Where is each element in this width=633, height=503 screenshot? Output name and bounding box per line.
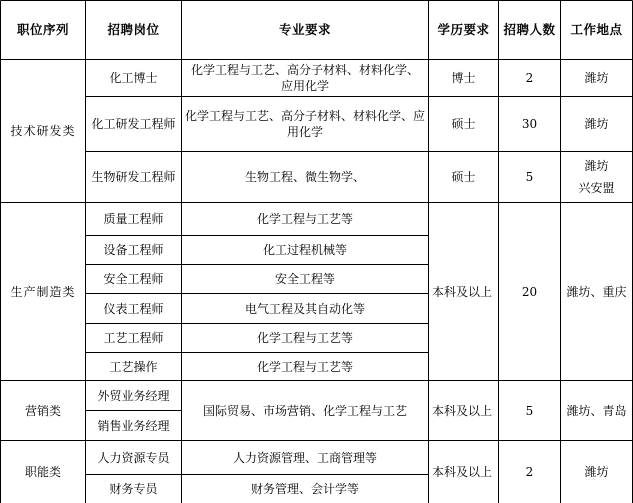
position-cell: 化工博士	[109, 71, 158, 85]
category-tech-rd: 技术研发类	[10, 124, 76, 138]
location-cell	[561, 152, 632, 202]
major-cell: 化学工程与工艺等	[256, 359, 353, 374]
header-count: 招聘人数	[503, 22, 556, 37]
major-cell: 化学工程与工艺等	[256, 212, 353, 226]
location-cell: 潍坊、青岛	[566, 403, 627, 418]
location-line: 兴安盟	[578, 181, 615, 195]
position-cell: 安全工程师	[103, 272, 164, 286]
education-cell: 本科及以上	[432, 284, 493, 299]
count-cell: 5	[525, 170, 534, 184]
major-cell: 化学工程与工艺等	[256, 331, 353, 345]
count-cell: 20	[521, 284, 538, 299]
major-cell: 电气工程及其自动化等	[244, 301, 365, 316]
position-cell: 生物研发工程师	[91, 170, 176, 184]
location-cell: 潍坊	[584, 465, 609, 479]
position-cell: 仪表工程师	[103, 301, 164, 316]
location-line: 潍坊	[584, 159, 609, 173]
position-cell: 人力资源专员	[97, 450, 170, 465]
major-cell: 化学工程与工艺、高分子材料、材料化学、应用化学	[190, 63, 419, 93]
position-cell: 化工研发工程师	[91, 117, 176, 131]
education-cell: 硕士	[451, 117, 476, 131]
category-marketing: 营销类	[24, 403, 61, 418]
count-cell: 2	[525, 465, 534, 479]
education-cell: 本科及以上	[432, 403, 493, 418]
position-cell: 设备工程师	[103, 243, 164, 257]
header-major: 专业要求	[278, 22, 331, 37]
location-cell: 潍坊	[584, 71, 609, 85]
education-cell: 博士	[451, 71, 476, 85]
location-cell: 潍坊、重庆	[566, 284, 627, 299]
position-cell: 外贸业务经理	[97, 388, 170, 403]
major-cell: 人力资源管理、工商管理等	[232, 450, 377, 465]
header-education: 学历要求	[437, 22, 490, 37]
category-admin: 职能类	[24, 465, 61, 479]
position-cell: 财务专员	[109, 482, 158, 496]
header-position: 招聘岗位	[107, 22, 160, 37]
position-cell: 销售业务经理	[97, 418, 170, 433]
header-category: 职位序列	[16, 22, 69, 37]
count-cell: 2	[525, 71, 534, 85]
education-cell: 硕士	[451, 170, 476, 184]
position-cell: 质量工程师	[103, 212, 164, 226]
major-cell: 安全工程等	[274, 272, 335, 286]
category-production: 生产制造类	[10, 284, 76, 299]
location-cell: 潍坊	[584, 117, 609, 131]
major-cell: 化工过程机械等	[262, 243, 347, 257]
education-cell: 本科及以上	[432, 465, 493, 479]
position-cell: 工艺工程师	[103, 331, 164, 345]
header-location: 工作地点	[570, 22, 623, 37]
count-cell: 5	[525, 403, 534, 418]
position-cell: 工艺操作	[109, 359, 158, 374]
major-cell: 生物工程、微生物学、	[244, 170, 365, 184]
count-cell: 30	[521, 117, 538, 131]
major-cell: 财务管理、会计学等	[250, 482, 359, 496]
major-cell: 国际贸易、市场营销、化学工程与工艺	[202, 403, 407, 418]
major-cell: 化学工程与工艺、高分子材料、材料化学、应用化学	[184, 109, 425, 139]
